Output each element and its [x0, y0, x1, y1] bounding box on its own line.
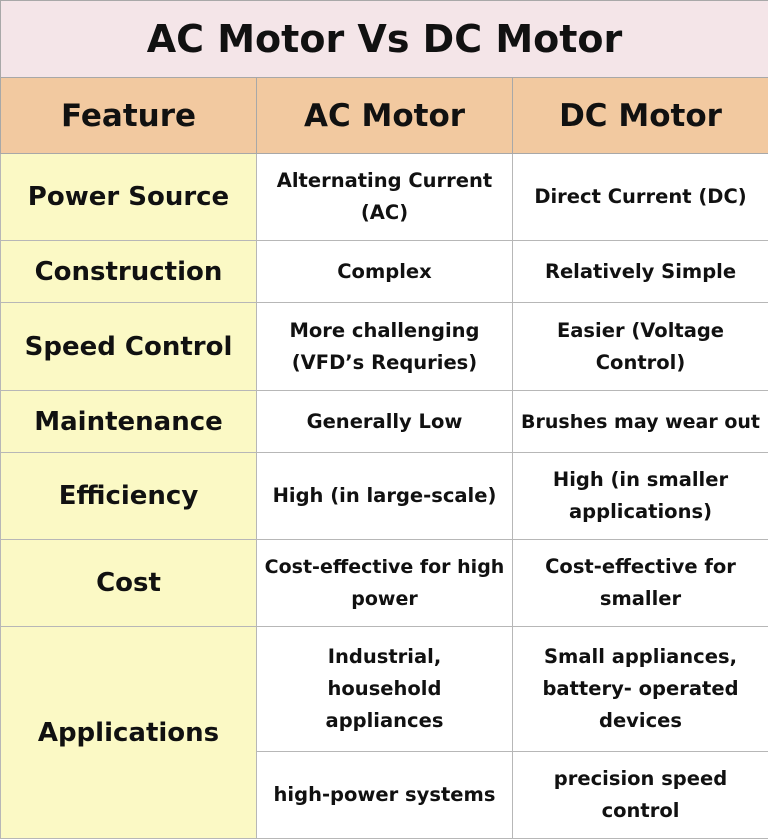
feature-cell: Cost	[1, 540, 257, 627]
dc-value-cell: Relatively Simple	[513, 241, 768, 303]
dc-value-cell: Direct Current (DC)	[513, 154, 768, 241]
feature-cell: Construction	[1, 241, 257, 303]
ac-value-cell: More challenging (VFD’s Requries)	[257, 303, 513, 391]
ac-value-cell: Industrial, household appliances	[257, 627, 513, 752]
dc-value-cell: Easier (Voltage Control)	[513, 303, 768, 391]
header-dc-motor: DC Motor	[513, 78, 768, 154]
feature-cell: Speed Control	[1, 303, 257, 391]
row-power-source	[1, 154, 768, 241]
ac-value-cell: Generally Low	[257, 391, 513, 453]
title-row	[1, 1, 768, 78]
page-title: AC Motor Vs DC Motor	[1, 1, 768, 78]
row-construction	[1, 241, 768, 303]
dc-value-cell: High (in smaller applications)	[513, 453, 768, 540]
row-cost	[1, 540, 768, 627]
ac-value-cell: high-power systems	[257, 752, 513, 839]
dc-value-cell: Cost-effective for smaller	[513, 540, 768, 627]
feature-cell: Power Source	[1, 154, 257, 241]
row-efficiency	[1, 453, 768, 540]
header-feature: Feature	[1, 78, 257, 154]
ac-value-cell: Cost-effective for high power	[257, 540, 513, 627]
feature-cell: Applications	[1, 627, 257, 839]
dc-value-cell: precision speed control	[513, 752, 768, 839]
ac-value-cell: High (in large-scale)	[257, 453, 513, 540]
feature-cell: Maintenance	[1, 391, 257, 453]
row-maintenance	[1, 391, 768, 453]
dc-value-cell: Brushes may wear out	[513, 391, 768, 453]
dc-value-cell: Small appliances, battery- operated devices	[513, 627, 768, 752]
feature-cell: Efficiency	[1, 453, 257, 540]
ac-value-cell: Complex	[257, 241, 513, 303]
row-applications	[1, 627, 768, 752]
header-row	[1, 78, 768, 154]
row-speed-control	[1, 303, 768, 391]
ac-value-cell: Alternating Current (AC)	[257, 154, 513, 241]
header-ac-motor: AC Motor	[257, 78, 513, 154]
